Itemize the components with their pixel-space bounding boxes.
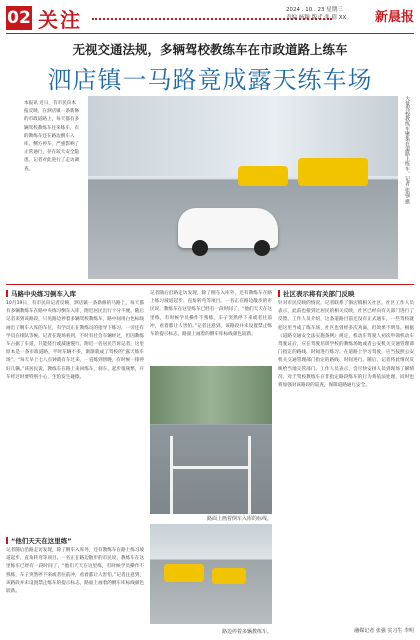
section-3-body: 针对市民反映的情况，记者联系了泗店镇相关社区。社区工作人员表示，此前也接到过居民的相关反映，社区已经向有关部门进行了反馈。工作人员介绍，这条道路目前还没有正式通车，一些驾校就把这里当成了练车场，社区也曾经多次劝离，但效果不明显。根据《道路交通安全法实施条例》规定，机动车驾驶人初次申领机动车驾驶证后，应在驾驶培训学校的教练场地或者公安机关交通管理部门指定的路线、时间进行练习。在道路上学习驾驶，应当按照公安机关交通管理部门指定的路线、时间进行。随后，记者将此情况反映给当地交管部门。工作人员表示，会尽快安排人员到现场了解情况，对于驾校教练车在非指定路段练车的行为将依法处理，同时也将加强对该路段的巡查，保障道路通行安全。 [278, 301, 414, 389]
editor-line: 责编 杨颖 版式 张 倩 XX [286, 15, 347, 21]
kicker: 无视交通法规，多辆驾校教练车在市政道路上练车 [72, 42, 348, 57]
road-line [170, 436, 173, 514]
intro-paragraph: 本报讯 近日，有市民向本报反映，在泗店镇一条新修的市政道路上，每天都有多辆驾校教练车往来练车，有的教练车还在路边倒车入库、侧方停车，严重影响了正常通行，存在较大安全隐患。记者对此进行了走访调查。 [24, 101, 80, 172]
photo-bus [164, 564, 204, 582]
section-2-body: 记者随后沿路走访发现，除了倒车入库外，还有教练车在路上练习坡道起步、直角转弯等项目。一名正在路边散步的市民说，教练车在这里练车已经有一段时间了，“他们天天在这里练，有时候学员操作不熟练，车子突然停下来或者往前冲，看着都让人害怕。”记者注意到，该路段并未设置禁止练车的提示标志，路面上画着的倒车库标线颜色较新。 [6, 548, 144, 595]
mid-photo-caption: 路面上画着倒车入库的标线。 [206, 516, 272, 522]
photo-bus [238, 166, 288, 186]
section-1-body: 10月19日，有市民向记者反映，泗店镇一条新修的马路上，每天都有多辆教练车在路中央练习倒车入库，附近居民出行十分不便。随后记者来到该路段，只见路边停着多辆驾校教练车，路中间用白色标线画出了倒车入库的车位，有学员正在教练员的指导下练习，一旁还有学员在排队等候。记者在现场看到，不时有社会车辆经过，但因教练车占据了车道，只能绕行或减速慢行。附近一名居民告诉记者，这里原本是一条市政道路，平时车辆不多，渐渐就成了驾校的“露天练车场”。“每天早上七八点钟就有车过来，一直练到傍晚，有时候一排停好几辆。”该居民说，教练车在路上来回练车，刹车、起步很频繁，开车经过时要特别小心，生怕发生碰擦。 [6, 301, 144, 380]
subhead-1: 马路中央练习倒车入库 [6, 289, 76, 298]
newspaper-logo [374, 2, 414, 32]
header-rule [6, 33, 414, 34]
section-1-continued: 记者随后沿路走访发现，除了倒车入库外，还有教练车在路上练习坡道起步、直角转弯等项目。一名正在路边散步的市民说，教练车在这里练车已经有一段时间了，“他们天天在这里练，有时候学员操作不熟练，车子突然停下来或者往前冲，看着都让人害怕。”记者注意到，该路段并未设置禁止练车的提示标志，路面上画着的倒车库标线颜色较新。 [150, 291, 272, 338]
photo-wheel [192, 240, 208, 256]
photo-trees [150, 366, 272, 424]
road-marking-photo [150, 366, 272, 514]
photo-bus [212, 568, 246, 584]
byline: 融媒记者 张强 实习生 李明 [354, 628, 414, 634]
lead-photo-caption: 大量驾校教练车聚集在道路上练车。记者 张强 摄 [404, 96, 410, 205]
page-header [0, 0, 420, 34]
body-rule [6, 284, 414, 285]
logo-text: 新晨报 [374, 10, 414, 25]
section-number: 02 [7, 8, 31, 28]
bottom-photo-caption: 路边停着多辆教练车。 [221, 629, 272, 635]
road-line [248, 436, 251, 514]
photo-wheel [254, 240, 270, 256]
headline: 泗店镇一马路竟成露天练车场 [47, 66, 373, 94]
road-line [170, 466, 250, 469]
section-name: 关注 [38, 8, 82, 32]
subhead-2: “他们天天在这里练” [6, 536, 72, 545]
issue-meta [286, 6, 376, 22]
lead-photo [88, 96, 398, 279]
issue-date: 2024 . 10 . 23 星期三 [286, 7, 343, 13]
parked-cars-photo [150, 524, 272, 624]
subhead-3: 社区表示将有关部门反映 [278, 289, 355, 298]
photo-bus [298, 158, 368, 186]
